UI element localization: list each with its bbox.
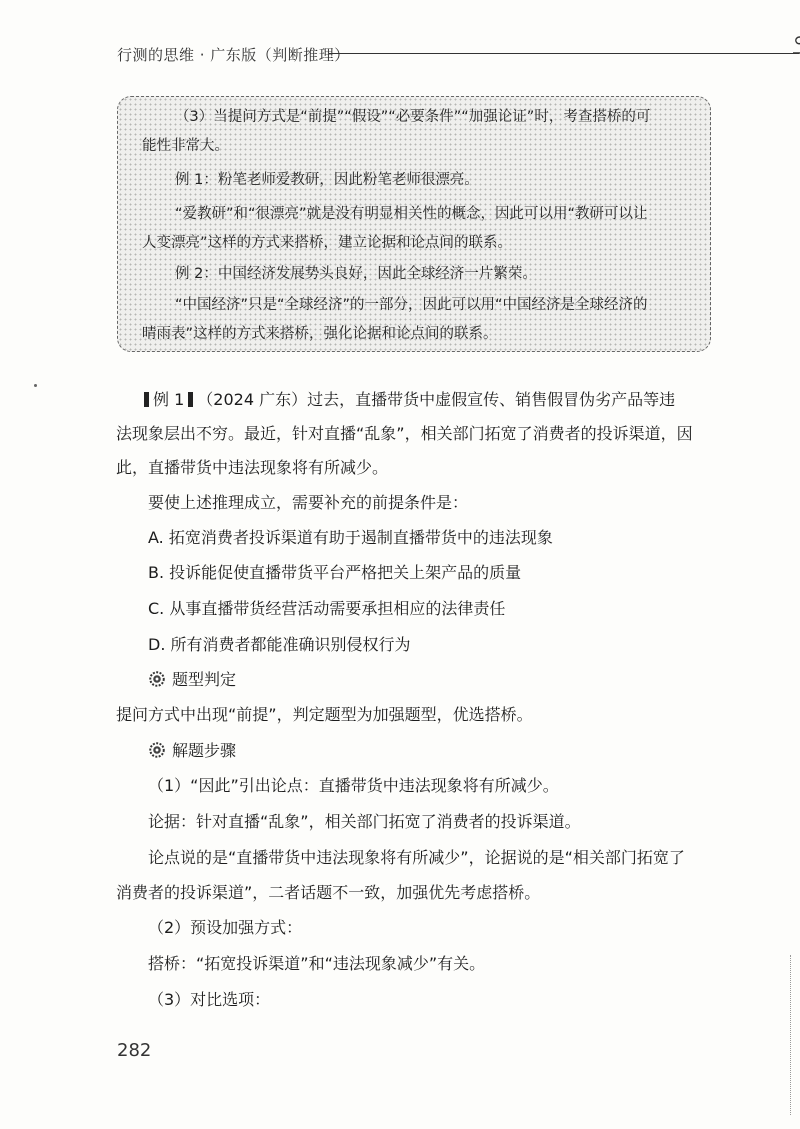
section-type-heading [148,667,236,690]
section-steps-heading [148,738,236,761]
example-line-1 [140,387,675,410]
page-number: 282 [117,1040,152,1061]
running-header [117,38,717,68]
tip-line-2: 能性非常大。 [142,138,229,154]
option-c: C. 从事直播带货经营活动需要承担相应的法律责任 [148,599,506,618]
margin-dots [790,955,793,1115]
tip-line-7: “中国经济”只是“全球经济”的一部分，因此可以用“中国经济是全球经济的 [175,297,648,313]
type-text: 提问方式中出现“前提”，判定题型为加强题型，优选搭桥。 [116,705,533,724]
example-label: 例 1 [153,390,185,409]
step-line-1: （1）“因此”引出论点：直播带货中违法现象将有所减少。 [148,776,559,795]
example-bracket-right [188,392,193,407]
question-text: 要使上述推理成立，需要补充的前提条件是： [148,493,469,512]
header-rule [329,53,799,54]
step-line-6: 搭桥：“拓宽投诉渠道”和“违法现象减少”有关。 [148,954,486,973]
tip-line-4: “爱教研”和“很漂亮”就是没有明显相关性的概念，因此可以用“教研可以让 [175,206,648,222]
tip-line-6: 例 2：中国经济发展势头良好，因此全球经济一片繁荣。 [175,266,537,282]
tip-line-3: 例 1：粉笔老师爱教研，因此粉笔老师很漂亮。 [175,172,479,188]
example-line-3: 此，直播带货中违法现象将有所减少。 [116,458,389,477]
step-line-4: 消费者的投诉渠道”，二者话题不一致，加强优先考虑搭桥。 [116,883,541,902]
step-line-5: （2）预设加强方式： [148,918,303,937]
tip-line-1: （3）当提问方式是“前提”“假设”“必要条件”“加强论证”时，考查搭桥的可 [175,109,651,125]
header-title: 行测的思维 · 广东版（判断推理） [117,46,350,64]
gear-icon [148,670,166,688]
step-line-3: 论点说的是“直播带货中违法现象将有所减少”，论据说的是“相关部门拓宽了 [148,848,685,867]
sprout-icon [793,32,800,58]
step-line-7: （3）对比选项： [148,990,271,1009]
section-type-title: 题型判定 [172,670,237,689]
step-line-2: 论据：针对直播“乱象”，相关部门拓宽了消费者的投诉渠道。 [148,812,581,831]
example-line-2: 法现象层出不穷。最近，针对直播“乱象”，相关部门拓宽了消费者的投诉渠道，因 [116,424,693,443]
example-text-1: （2024 广东）过去，直播带货中虚假宣传、销售假冒伪劣产品等违 [197,390,676,409]
section-steps-title: 解题步骤 [172,741,237,760]
example-bracket-left [144,392,149,407]
tip-line-5: 人变漂亮”这样的方式来搭桥，建立论据和论点间的联系。 [142,235,513,251]
margin-mark [34,384,37,387]
gear-icon [148,741,166,759]
tip-line-8: 晴雨表”这样的方式来搭桥，强化论据和论点间的联系。 [142,326,498,342]
option-d: D. 所有消费者都能准确识别侵权行为 [148,635,411,654]
option-a: A. 拓宽消费者投诉渠道有助于遏制直播带货中的违法现象 [148,528,553,547]
option-b: B. 投诉能促使直播带货平台严格把关上架产品的质量 [148,563,522,582]
